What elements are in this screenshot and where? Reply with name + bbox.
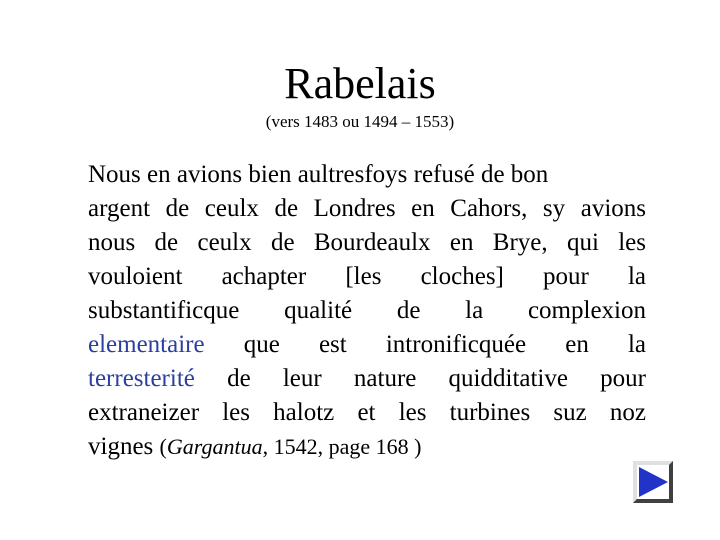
glossary-link-elementaire[interactable]: elementaire	[88, 331, 205, 358]
quote-line: vouloient achapter [les cloches] pour la	[88, 263, 646, 290]
citation-title: Gargantua	[166, 434, 263, 459]
quote-line: extraneizer les halotz et les turbines suz noz	[88, 399, 646, 426]
citation-details: , 1542, page 168 )	[262, 434, 422, 459]
quote-line	[88, 430, 646, 464]
glossary-link-terresterite[interactable]: terresterité	[88, 365, 195, 392]
quote-line: Nous en avions bien aultresfoys refusé de bon	[88, 161, 549, 188]
quote-paragraph	[88, 158, 646, 464]
citation	[160, 434, 422, 459]
quote-line-text: vignes	[88, 433, 160, 460]
quote-line-text: de leur nature quidditative pour	[194, 365, 646, 392]
quote-line	[88, 328, 646, 362]
next-slide-button[interactable]	[633, 461, 673, 503]
citation-open: (	[159, 434, 167, 459]
quote-line: nous de ceulx de Bourdeaulx en Brye, qui les	[88, 229, 646, 256]
quote-line: argent de ceulx de Londres en Cahors, sy avions	[88, 195, 646, 222]
quote-line: substantificque qualité de la complexion	[88, 297, 646, 324]
quote-line-text: que est intronificquée en la	[204, 331, 646, 358]
author-dates: (vers 1483 ou 1494 – 1553)	[265, 112, 455, 131]
quote-line	[88, 362, 646, 396]
play-triangle-icon	[633, 461, 673, 503]
page-title: Rabelais	[284, 59, 436, 108]
